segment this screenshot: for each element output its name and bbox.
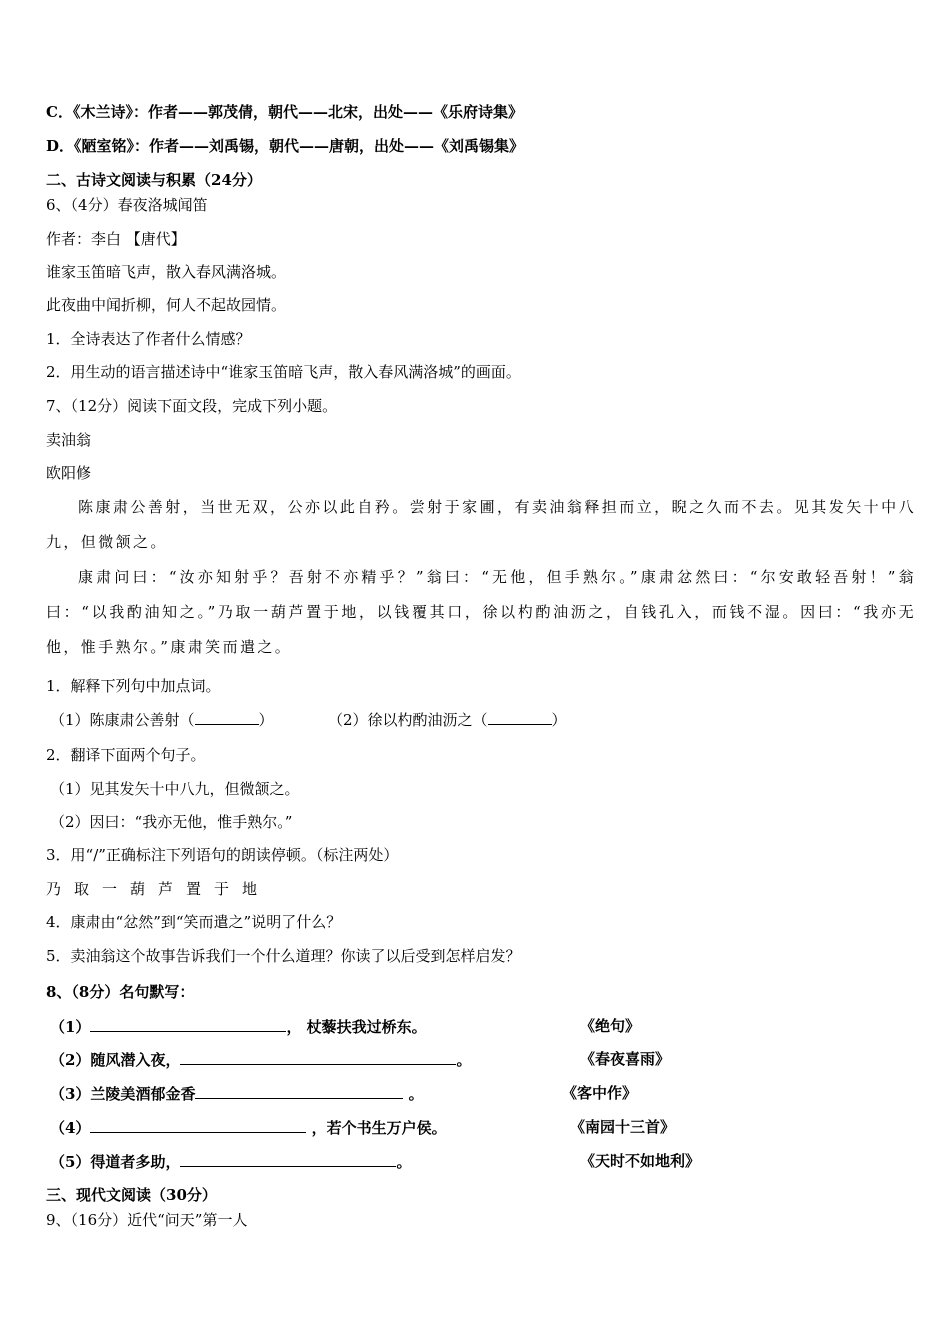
q7-sub2-a: （1）见其发矢十中八九，但微颔之。 — [50, 780, 300, 798]
passage-paragraph-1: 陈康肃公善射，当世无双，公亦以此自矜。尝射于家圃，有卖油翁释担而立，睨之久而不去。见其发矢十中八九，但微颔之。 — [46, 498, 916, 551]
answer-blank[interactable] — [195, 1083, 403, 1099]
q6-subquestion-2: 2．用生动的语言描述诗中“谁家玉笛暗飞声，散入春风满洛城”的画面。 — [46, 363, 521, 381]
q8-item-4 — [50, 1117, 447, 1138]
q7-sub1-b — [328, 709, 567, 730]
q7-sub1-a-close: ） — [258, 711, 274, 729]
q8-item-5-source: 《天时不如地利》 — [580, 1152, 701, 1170]
q7-title: 7、（12分）阅读下面文段，完成下列小题。 — [46, 397, 338, 415]
q7-sub2: 2．翻译下面两个句子。 — [46, 746, 206, 764]
section3-heading: 三、现代文阅读（30分） — [46, 1186, 217, 1204]
q7-sub1-b-text: （2）徐以杓酌油沥之（ — [328, 711, 488, 729]
q6-author: 作者：李白 【唐代】 — [46, 230, 186, 248]
q8-title: 8、（8分）名句默写： — [46, 983, 195, 1001]
q8-item-4-post: ，若个书生万户侯。 — [306, 1119, 447, 1137]
q8-item-5-post: 。 — [396, 1153, 412, 1171]
q8-item-4-pre: （4） — [50, 1119, 91, 1137]
option-c: C．《木兰诗》：作者——郭茂倩，朝代——北宋，出处——《乐府诗集》 — [46, 103, 523, 121]
q8-item-5 — [50, 1151, 411, 1172]
answer-blank[interactable] — [180, 1049, 456, 1065]
q8-item-1 — [50, 1016, 427, 1037]
answer-blank[interactable] — [90, 1117, 306, 1133]
q8-item-2-post: 。 — [456, 1051, 472, 1069]
q7-sub2-b: （2）因曰：“我亦无他，惟手熟尔。” — [50, 813, 293, 831]
q8-item-4-source: 《南园十三首》 — [570, 1118, 676, 1136]
q7-sub3-sentence: 乃取一葫芦置于地 — [46, 880, 271, 898]
q7-sub3: 3．用“/”正确标注下列语句的朗读停顿。（标注两处） — [46, 846, 399, 864]
poem-line-2: 此夜曲中闻折柳，何人不起故园情。 — [46, 296, 287, 314]
q7-sub1-a-text: （1）陈康肃公善射（ — [50, 711, 195, 729]
answer-blank[interactable] — [195, 709, 259, 725]
passage-author: 欧阳修 — [46, 464, 92, 482]
passage-paragraph-2: 康肃问曰：“汝亦知射乎？吾射不亦精乎？”翁曰：“无他，但手熟尔。”康肃忿然曰：“尔安敢轻吾射！”翁曰：“以我酌油知之。”乃取一葫芦置于地，以钱覆其口，徐以杓酌油沥之，自钱孔入，而钱不湿。因曰：“我亦无他，惟手熟尔。”康肃笑而遣之。 — [46, 568, 916, 656]
q8-item-2 — [50, 1049, 471, 1070]
passage-title: 卖油翁 — [46, 431, 92, 449]
q8-item-3-post: 。 — [403, 1085, 424, 1103]
answer-blank[interactable] — [90, 1016, 286, 1032]
q8-item-3-pre: （3）兰陵美酒郁金香 — [50, 1085, 196, 1103]
q7-sub1-a — [50, 709, 274, 730]
q7-sub4: 4．康肃由“忿然”到“笑而遣之”说明了什么？ — [46, 913, 342, 931]
q8-item-1-pre: （1） — [50, 1018, 91, 1036]
answer-blank[interactable] — [488, 709, 552, 725]
option-d: D．《陋室铭》：作者——刘禹锡，朝代——唐朝，出处——《刘禹锡集》 — [46, 137, 525, 155]
q6-title: 6、（4分）春夜洛城闻笛 — [46, 196, 208, 214]
q8-item-3 — [50, 1083, 424, 1104]
q8-item-3-source: 《客中作》 — [562, 1084, 638, 1102]
q8-item-2-source: 《春夜喜雨》 — [580, 1050, 671, 1068]
q8-item-1-post: ， 杖藜扶我过桥东。 — [286, 1018, 427, 1036]
answer-blank[interactable] — [180, 1151, 396, 1167]
q8-item-5-pre: （5）得道者多助， — [50, 1153, 181, 1171]
q7-sub5: 5．卖油翁这个故事告诉我们一个什么道理？你读了以后受到怎样启发？ — [46, 947, 521, 965]
q6-subquestion-1: 1．全诗表达了作者什么情感？ — [46, 330, 251, 348]
q8-item-2-pre: （2）随风潜入夜， — [50, 1051, 181, 1069]
q7-sub1-b-close: ） — [551, 711, 567, 729]
section2-heading: 二、古诗文阅读与积累（24分） — [46, 171, 262, 189]
q9-title: 9、（16分）近代“问天”第一人 — [46, 1211, 248, 1229]
q7-sub1: 1．解释下列句中加点词。 — [46, 677, 221, 695]
q8-item-1-source: 《绝句》 — [580, 1017, 641, 1035]
poem-line-1: 谁家玉笛暗飞声，散入春风满洛城。 — [46, 263, 287, 281]
